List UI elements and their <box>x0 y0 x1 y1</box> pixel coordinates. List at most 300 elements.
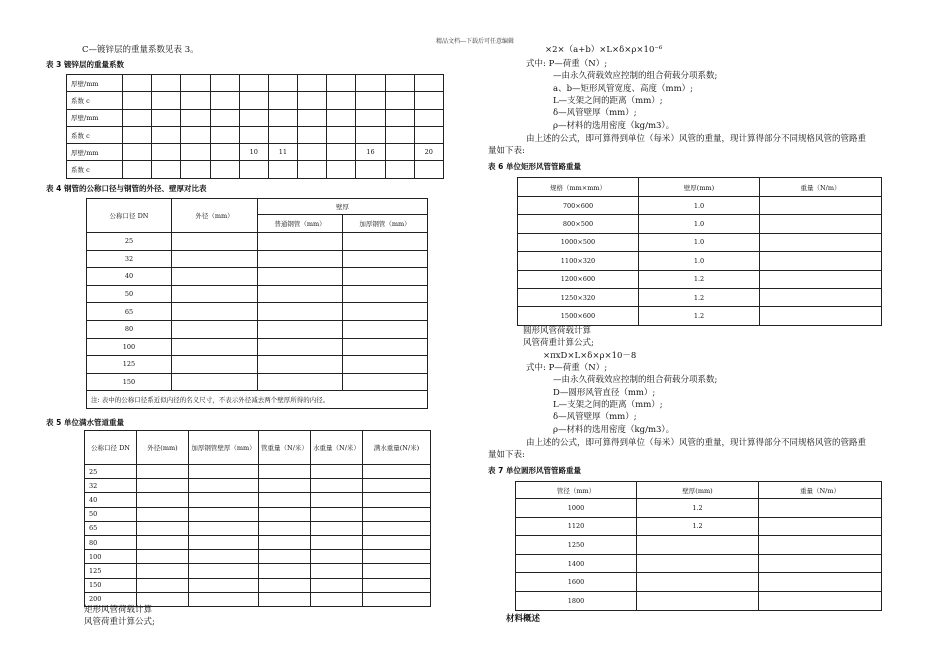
formula-legend-line: —由永久荷载效应控制的组合荷载分项系数; <box>553 375 718 386</box>
table-row <box>87 303 428 321</box>
table3-row-label: 系数 c <box>67 161 123 178</box>
table-cell: 1.0 <box>639 233 760 251</box>
table4-cell <box>343 356 428 374</box>
table-cell: 1.2 <box>639 288 760 306</box>
intro-text: C—镀锌层的重量系数见表 3。 <box>82 45 199 55</box>
table5-dn-cell: 25 <box>85 465 137 479</box>
table5 <box>84 430 431 607</box>
table5-cell <box>137 507 189 521</box>
table-cell: 1200×600 <box>518 270 639 288</box>
table4-cell <box>343 233 428 251</box>
table5-cell <box>363 550 431 564</box>
table3-cell <box>268 161 297 178</box>
table-cell <box>759 517 882 536</box>
table3-cell <box>385 126 414 143</box>
table-cell: 1.2 <box>637 499 759 518</box>
rect-para-line2: 量如下表: <box>488 146 525 156</box>
table3-cell <box>239 92 268 109</box>
table-row <box>87 233 428 251</box>
table5-dn-cell: 100 <box>85 550 137 564</box>
table-row <box>518 233 882 251</box>
table-row <box>87 338 428 356</box>
table5-cell <box>363 535 431 549</box>
table-row <box>516 517 882 536</box>
table-cell <box>759 499 882 518</box>
table5-cell <box>311 521 363 535</box>
table3-cell <box>268 126 297 143</box>
table3-cell <box>239 126 268 143</box>
table-row <box>516 573 882 592</box>
table-row <box>518 197 882 215</box>
table5-cell <box>311 465 363 479</box>
rect-para-line1: 由上述的公式，即可算得到单位（每米）风管的重量，现计算得部分不同规格风管的管路重 <box>526 134 867 144</box>
table3-cell: 16 <box>356 144 385 161</box>
table5-cell <box>137 465 189 479</box>
table3-cell <box>414 92 443 109</box>
table-cell <box>759 573 882 592</box>
table-cell <box>760 233 882 251</box>
table4-cell <box>258 285 343 303</box>
table3-cell <box>239 75 268 92</box>
table5-cell <box>311 564 363 578</box>
table-cell <box>637 554 759 573</box>
table4-cell <box>258 268 343 286</box>
table5-cell <box>137 564 189 578</box>
table-cell <box>760 252 882 270</box>
table5-cell <box>311 535 363 549</box>
formula-legend-line: ρ—材料的选用密度（kg/m3）。 <box>553 424 675 435</box>
table-row <box>518 307 882 325</box>
formula-legend-line: δ—风管壁厚（mm）; <box>553 108 637 119</box>
table-header: 壁厚(mm) <box>637 482 759 499</box>
table-row <box>518 215 882 233</box>
table5-header: 满水重量(N/米) <box>363 431 431 465</box>
table5-dn-cell: 150 <box>85 578 137 592</box>
table-cell: 1800 <box>516 591 637 610</box>
table5-cell <box>259 564 311 578</box>
table3-cell <box>385 92 414 109</box>
table-row <box>87 285 428 303</box>
table3-cell <box>356 109 385 126</box>
table4-caption: 表 4 钢管的公称口径与钢管的外径、壁厚对比表 <box>46 184 207 193</box>
table4-header-normal: 普通钢管（mm） <box>258 215 343 233</box>
table-cell <box>760 270 882 288</box>
table-header: 重量（N/m） <box>759 482 882 499</box>
table5-cell <box>189 507 259 521</box>
table4-cell <box>258 373 343 391</box>
table3-cell <box>181 161 210 178</box>
table3-cell <box>239 109 268 126</box>
table4-cell <box>258 338 343 356</box>
table5-cell <box>189 493 259 507</box>
table-cell: 1.0 <box>639 197 760 215</box>
table3-cell <box>210 75 239 92</box>
table3-cell <box>298 161 327 178</box>
table4-header-wall: 壁厚 <box>258 199 428 215</box>
table4-dn-cell: 80 <box>87 320 172 338</box>
table5-cell <box>311 550 363 564</box>
table4-note: 注: 表中的公称口径系近似内径的名义尺寸，不表示外径减去两个壁厚所得的内径。 <box>87 391 428 409</box>
table3-cell <box>152 144 181 161</box>
table5-cell <box>189 578 259 592</box>
table-cell <box>760 197 882 215</box>
table4-cell <box>172 356 258 374</box>
table3-cell <box>385 161 414 178</box>
table5-header: 外径(mm) <box>137 431 189 465</box>
table3-cell <box>298 92 327 109</box>
table5-cell <box>363 507 431 521</box>
table-row <box>516 554 882 573</box>
table-row <box>87 373 428 391</box>
table4-cell <box>172 338 258 356</box>
table-row <box>85 578 431 592</box>
table5-cell <box>189 592 259 606</box>
table5-cell <box>189 479 259 493</box>
table3-row <box>67 144 444 161</box>
table5-header: 管重量（N/米） <box>259 431 311 465</box>
rect-formula: ×2×（a+b）×L×δ×ρ×10⁻⁶ <box>545 45 663 55</box>
table3-cell <box>327 92 356 109</box>
table-header: 管径（mm） <box>516 482 637 499</box>
table5-dn-cell: 65 <box>85 521 137 535</box>
table4 <box>86 198 428 409</box>
table3-cell <box>210 126 239 143</box>
table3-cell <box>210 144 239 161</box>
table4-cell <box>343 250 428 268</box>
table-cell <box>637 536 759 555</box>
table5-cell <box>259 550 311 564</box>
table3-cell <box>181 126 210 143</box>
table5-cell <box>137 479 189 493</box>
table3-cell <box>414 161 443 178</box>
table5-cell <box>137 535 189 549</box>
formula-legend-line: L—支架之间的距离（mm）; <box>553 399 663 410</box>
table5-dn-cell: 32 <box>85 479 137 493</box>
table3-cell <box>414 75 443 92</box>
table-row <box>87 356 428 374</box>
rect-load-heading: 矩形风管荷载计算 <box>84 605 153 615</box>
formula-legend-line: 式中: P—荷重（N）; <box>526 59 608 69</box>
table5-cell <box>363 465 431 479</box>
table5-cell <box>311 493 363 507</box>
table3-cell <box>181 144 210 161</box>
table4-dn-cell: 50 <box>87 285 172 303</box>
table-cell <box>759 536 882 555</box>
circ-formula: ×πxD×L×δ×ρ×10－8 <box>543 351 637 361</box>
table4-cell <box>172 320 258 338</box>
table4-cell <box>343 373 428 391</box>
table3-cell <box>152 75 181 92</box>
table3-cell <box>268 92 297 109</box>
table3-cell: 20 <box>414 144 443 161</box>
table6 <box>517 177 882 326</box>
table5-cell <box>137 493 189 507</box>
table4-cell <box>172 233 258 251</box>
table4-dn-cell: 150 <box>87 373 172 391</box>
table5-cell <box>259 592 311 606</box>
formula-legend-line: 式中: P—荷重（N）; <box>526 363 608 373</box>
table5-cell <box>259 521 311 535</box>
table-cell: 1.2 <box>639 307 760 325</box>
table5-cell <box>363 592 431 606</box>
table-row <box>518 252 882 270</box>
table3-cell <box>385 144 414 161</box>
table-row <box>85 535 431 549</box>
table5-header: 水重量（N/米） <box>311 431 363 465</box>
table-row <box>85 550 431 564</box>
table3-cell <box>298 109 327 126</box>
table5-cell <box>259 507 311 521</box>
table4-header-od: 外径（mm） <box>172 199 258 233</box>
table5-cell <box>137 578 189 592</box>
table6-caption: 表 6 单位矩形风管管路重量 <box>488 162 581 171</box>
table-cell: 1.2 <box>639 270 760 288</box>
table-cell: 1250×320 <box>518 288 639 306</box>
table-cell <box>760 307 882 325</box>
table3-cell <box>327 109 356 126</box>
table3-cell <box>210 109 239 126</box>
formula-legend-line: ρ—材料的选用密度（kg/m3）。 <box>553 120 675 131</box>
table3-cell <box>356 92 385 109</box>
table7 <box>515 481 882 611</box>
table3-cell <box>327 75 356 92</box>
table3-cell <box>123 109 152 126</box>
table7-caption: 表 7 单位圆形风管管路重量 <box>488 466 581 475</box>
table4-cell <box>343 338 428 356</box>
table3-cell <box>298 126 327 143</box>
table4-cell <box>172 250 258 268</box>
table-cell: 1.2 <box>637 517 759 536</box>
table4-cell <box>258 250 343 268</box>
table5-cell <box>311 578 363 592</box>
table-cell: 1250 <box>516 536 637 555</box>
table-cell: 700×600 <box>518 197 639 215</box>
table3-row <box>67 92 444 109</box>
table-header: 重量（N/m） <box>760 178 882 197</box>
table5-header-row <box>85 431 431 465</box>
table3-row <box>67 109 444 126</box>
table4-cell <box>343 285 428 303</box>
circ-para-line2: 量如下表: <box>488 450 525 460</box>
table3-cell <box>152 92 181 109</box>
formula-legend-line: —由永久荷载效应控制的组合荷载分项系数; <box>553 71 718 82</box>
table4-cell <box>172 303 258 321</box>
table4-cell <box>258 233 343 251</box>
table3-cell <box>239 161 268 178</box>
table3-row-label: 厚壁/mm <box>67 75 123 92</box>
table3-cell <box>356 126 385 143</box>
page-header: 精品文档---下载后可任意编辑 <box>435 38 515 45</box>
table5-cell <box>311 507 363 521</box>
table4-cell <box>343 268 428 286</box>
table-cell: 800×500 <box>518 215 639 233</box>
table-row <box>516 591 882 610</box>
table4-cell <box>258 320 343 338</box>
table5-cell <box>259 465 311 479</box>
table-row <box>518 288 882 306</box>
table5-cell <box>259 479 311 493</box>
table-cell <box>760 288 882 306</box>
rect-formula-label: 风管荷重计算公式; <box>84 617 155 627</box>
table3-cell <box>152 126 181 143</box>
table3-row <box>67 126 444 143</box>
table5-cell <box>363 564 431 578</box>
table5-dn-cell: 200 <box>85 592 137 606</box>
table3-cell <box>268 109 297 126</box>
table4-cell <box>343 320 428 338</box>
table3-cell <box>152 161 181 178</box>
table3-caption: 表 3 镀锌层的重量系数 <box>46 60 124 69</box>
table5-cell <box>363 479 431 493</box>
table3-cell <box>210 161 239 178</box>
table4-dn-cell: 25 <box>87 233 172 251</box>
table3-cell <box>152 109 181 126</box>
table4-header-thick: 加厚钢管（mm） <box>343 215 428 233</box>
formula-legend-line: δ—风管壁厚（mm）; <box>553 412 637 423</box>
table-row <box>85 507 431 521</box>
table-row <box>87 250 428 268</box>
table3-cell <box>327 144 356 161</box>
table-row <box>518 270 882 288</box>
table5-cell <box>189 465 259 479</box>
table5-dn-cell: 40 <box>85 493 137 507</box>
circ-para-line1: 由上述的公式，即可算得到单位（每米）风管的重量，现计算得部分不同规格风管的管路重 <box>526 438 867 448</box>
table4-dn-cell: 65 <box>87 303 172 321</box>
table5-cell <box>311 479 363 493</box>
table3-cell <box>123 144 152 161</box>
table5-cell <box>189 521 259 535</box>
table3-cell <box>385 75 414 92</box>
section-heading: 材料概述 <box>506 614 541 624</box>
circ-formula-label: 风管荷重计算公式; <box>523 338 594 348</box>
table-cell: 1100×320 <box>518 252 639 270</box>
table-cell: 1000×500 <box>518 233 639 251</box>
table3-row <box>67 75 444 92</box>
table4-dn-cell: 125 <box>87 356 172 374</box>
table3-cell <box>210 92 239 109</box>
table4-dn-cell: 32 <box>87 250 172 268</box>
table-cell: 1.0 <box>639 252 760 270</box>
table-row <box>87 320 428 338</box>
table3 <box>66 74 444 179</box>
circ-load-heading: 圆形风管荷载计算 <box>523 326 592 336</box>
table3-cell <box>327 126 356 143</box>
table4-cell <box>172 285 258 303</box>
table3-row-label: 系数 c <box>67 126 123 143</box>
table-header: 规格（mm×mm） <box>518 178 639 197</box>
table5-caption: 表 5 单位满水管道重量 <box>46 418 124 427</box>
table5-cell <box>363 521 431 535</box>
table3-cell <box>414 109 443 126</box>
table3-cell <box>298 75 327 92</box>
table3-cell: 10 <box>239 144 268 161</box>
table3-cell <box>356 161 385 178</box>
formula-legend-line: a、b—矩形风管宽度、高度（mm）; <box>553 83 693 94</box>
table5-header: 公称口径 DN <box>85 431 137 465</box>
table-row <box>85 479 431 493</box>
table4-cell <box>258 303 343 321</box>
table-cell: 1120 <box>516 517 637 536</box>
table5-dn-cell: 50 <box>85 507 137 521</box>
table5-cell <box>189 564 259 578</box>
table-row <box>516 499 882 518</box>
table-header-row <box>516 482 882 499</box>
table3-cell <box>123 161 152 178</box>
table4-cell <box>172 268 258 286</box>
table-cell <box>637 591 759 610</box>
table4-header-dn: 公称口径 DN <box>87 199 172 233</box>
table3-row <box>67 161 444 178</box>
table5-cell <box>363 493 431 507</box>
table4-cell <box>258 356 343 374</box>
formula-legend-line: D—圆形风管直径（mm）; <box>553 387 656 398</box>
table-header: 壁厚(mm) <box>639 178 760 197</box>
table-cell: 1400 <box>516 554 637 573</box>
table-row <box>87 268 428 286</box>
table5-cell <box>311 592 363 606</box>
table5-header: 加厚钢管壁厚（mm） <box>189 431 259 465</box>
table4-dn-cell: 100 <box>87 338 172 356</box>
table3-cell <box>181 75 210 92</box>
table-cell <box>760 215 882 233</box>
formula-legend-line: L—支架之间的距离（mm）; <box>553 95 663 106</box>
table-row <box>516 536 882 555</box>
table-row <box>85 465 431 479</box>
table5-dn-cell: 80 <box>85 535 137 549</box>
table3-cell: 11 <box>268 144 297 161</box>
table5-cell <box>259 535 311 549</box>
table5-cell <box>363 578 431 592</box>
table3-row-label: 厚壁/mm <box>67 144 123 161</box>
table-cell: 1000 <box>516 499 637 518</box>
table-cell: 1500×600 <box>518 307 639 325</box>
table-cell <box>759 591 882 610</box>
table3-cell <box>181 92 210 109</box>
table4-note-row <box>87 391 428 409</box>
table5-cell <box>259 493 311 507</box>
table3-cell <box>356 75 385 92</box>
table3-row-label: 厚壁/mm <box>67 109 123 126</box>
table5-cell <box>259 578 311 592</box>
table-row <box>85 521 431 535</box>
table-cell: 1600 <box>516 573 637 592</box>
table3-cell <box>327 161 356 178</box>
table3-row-label: 系数 c <box>67 92 123 109</box>
table-cell: 1.0 <box>639 215 760 233</box>
table5-cell <box>137 521 189 535</box>
table5-cell <box>137 550 189 564</box>
table-row <box>85 564 431 578</box>
table3-cell <box>181 109 210 126</box>
table4-cell <box>172 373 258 391</box>
table3-cell <box>414 126 443 143</box>
table3-cell <box>385 109 414 126</box>
table5-cell <box>189 550 259 564</box>
table5-dn-cell: 125 <box>85 564 137 578</box>
table-cell <box>759 554 882 573</box>
table3-cell <box>123 92 152 109</box>
table-row <box>85 493 431 507</box>
table-header-row <box>518 178 882 197</box>
table4-dn-cell: 40 <box>87 268 172 286</box>
table-cell <box>637 573 759 592</box>
table5-cell <box>189 535 259 549</box>
table3-cell <box>123 75 152 92</box>
table3-cell <box>298 144 327 161</box>
table4-cell <box>343 303 428 321</box>
table3-cell <box>123 126 152 143</box>
table3-cell <box>268 75 297 92</box>
